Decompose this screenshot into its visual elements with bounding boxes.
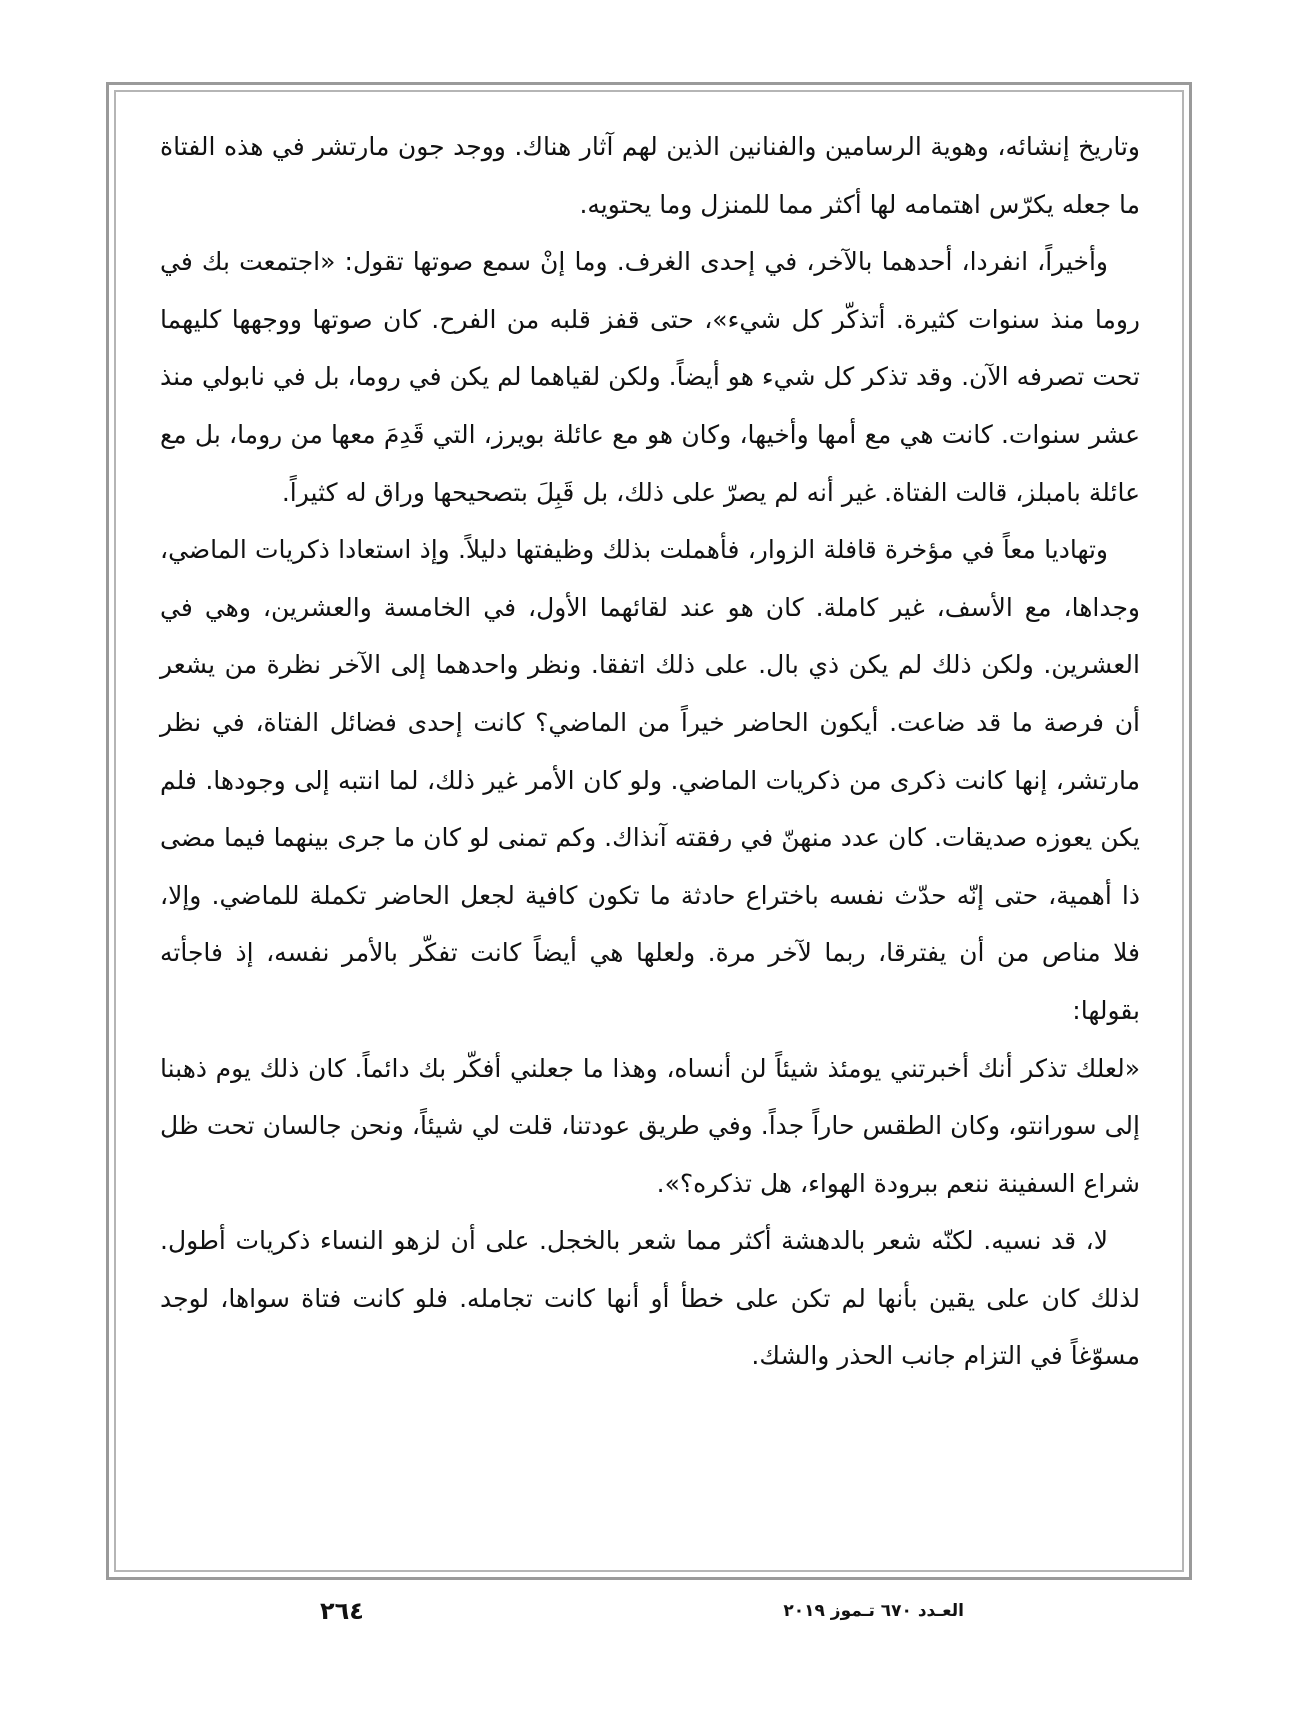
issue-info: العـدد ٦٧٠ تـموز ٢٠١٩ [783, 1601, 964, 1621]
paragraph-2: وأخيراً، انفردا، أحدهما بالآخر، في إحدى الغرف. وما إنْ سمع صوتها تقول: «اجتمعت بك في روما منذ سنوات كثيرة. أتذكّر كل شيء»، حتى قفز قلبه من الفرح. كان صوتها ووجهها كليهما تحت تصرفه الآن. وقد تذكر كل شيء هو أيضاً. ولكن لقياهما لم يكن في روما، بل في نابولي منذ عشر سنوات. كانت هي مع أمها وأخيها، وكان هو مع عائلة بويرز، التي قَدِمَ معها من روما، بل مع عائلة بامبلز، قالت الفتاة. غير أنه لم يصرّ على ذلك، بل قَبِلَ بتصحيحها وراق له كثيراً. [160, 247, 1140, 507]
paragraph-1: وتاريخ إنشائه، وهوية الرسامين والفنانين الذين لهم آثار هناك. ووجد جون مارتشر في هذه الفتاة ما جعله يكرّس اهتمامه لها أكثر مما للمنزل وما يحتويه. [160, 132, 1140, 219]
paragraph-5: لا، قد نسيه. لكنّه شعر بالدهشة أكثر مما شعر بالخجل. على أن لزهو النساء ذكريات أطول. لذلك كان على يقين بأنها لم تكن على خطأ أو أنها كانت تجامله. فلو كانت فتاة سواها، لوجد مسوّغاً في التزام جانب الحذر والشك. [160, 1226, 1140, 1371]
page-footer [0, 1597, 1299, 1637]
paragraph-3: وتهاديا معاً في مؤخرة قافلة الزوار، فأهملت بذلك وظيفتها دليلاً. وإذ استعادا ذكريات الماضي، وجداها، مع الأسف، غير كاملة. كان هو عند لقائهما الأول، في الخامسة والعشرين، وهي في العشرين. ولكن ذلك لم يكن ذي بال. على ذلك اتفقا. ونظر واحدهما إلى الآخر نظرة من يشعر أن فرصة ما قد ضاعت. أيكون الحاضر خيراً من الماضي؟ كانت إحدى فضائل الفتاة، في نظر مارتشر، إنها كانت ذكرى من ذكريات الماضي. ولو كان الأمر غير ذلك، لما انتبه إلى وجودها. فلم يكن يعوزه صديقات. كان عدد منهنّ في رفقته آنذاك. وكم تمنى لو كان ما جرى بينهما فيما مضى ذا أهمية، حتى إنّه حدّث نفسه باختراع حادثة ما تكون كافية لجعل الحاضر تكملة للماضي. وإلا، فلا مناص من أن يفترقا، ربما لآخر مرة. ولعلها هي أيضاً كانت تفكّر بالأمر نفسه، إذ فاجأته بقولها: [160, 535, 1140, 1025]
paragraph-4: «لعلك تذكر أنك أخبرتني يومئذ شيئاً لن أنساه، وهذا ما جعلني أفكّر بك دائماً. كان ذلك يوم ذهبنا إلى سورانتو، وكان الطقس حاراً جداً. وفي طريق عودتنا، قلت لي شيئاً، ونحن جالسان تحت ظل شراع السفينة ننعم ببرودة الهواء، هل تذكره؟». [160, 1053, 1140, 1198]
page-number: ٢٦٤ [320, 1597, 364, 1625]
article-body [160, 118, 1140, 1385]
